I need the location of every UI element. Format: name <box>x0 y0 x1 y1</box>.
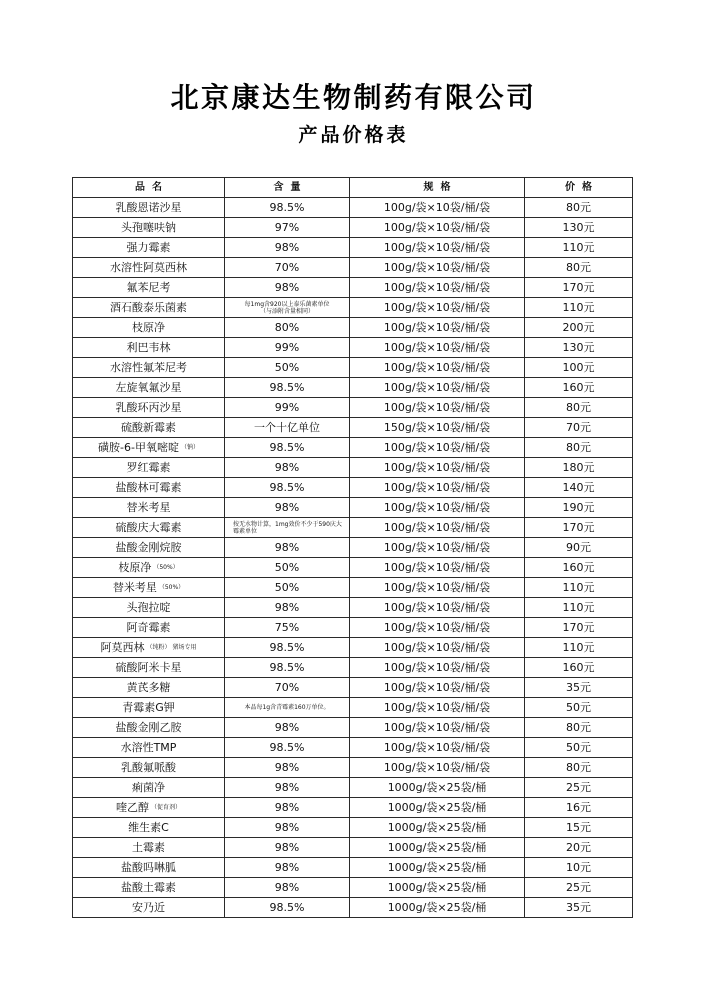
product-name: 氟苯尼考 <box>126 280 171 294</box>
product-name-cell <box>73 678 225 698</box>
product-name-cell <box>73 778 225 798</box>
price-cell: 110元 <box>525 578 633 598</box>
product-name: 硫酸庆大霉素 <box>115 520 182 534</box>
product-name-cell <box>73 858 225 878</box>
table-row <box>73 198 633 218</box>
specification-cell: 100g/袋×10袋/桶/袋 <box>350 378 525 398</box>
content-cell <box>225 338 350 358</box>
price-cell: 130元 <box>525 218 633 238</box>
table-row <box>73 758 633 778</box>
price-table-header <box>73 178 633 198</box>
price-cell: 170元 <box>525 518 633 538</box>
specification-cell: 100g/袋×10袋/桶/袋 <box>350 258 525 278</box>
product-name: 酒石酸泰乐菌素 <box>110 300 187 314</box>
table-row <box>73 778 633 798</box>
product-name: 盐酸林可霉素 <box>115 480 182 494</box>
specification-cell: 1000g/袋×25袋/桶 <box>350 858 525 878</box>
product-name-cell <box>73 498 225 518</box>
specification-cell: 150g/袋×10袋/桶/袋 <box>350 418 525 438</box>
header-content: 含量 <box>225 178 350 198</box>
product-name-cell <box>73 518 225 538</box>
content-value: 50% <box>274 580 300 594</box>
price-cell: 50元 <box>525 698 633 718</box>
table-row <box>73 478 633 498</box>
specification-cell: 100g/袋×10袋/桶/袋 <box>350 198 525 218</box>
product-name: 枝原净 <box>118 560 152 574</box>
content-cell <box>225 718 350 738</box>
product-name-cell <box>73 818 225 838</box>
price-cell: 80元 <box>525 398 633 418</box>
content-value: 98.5% <box>269 660 305 674</box>
price-cell: 10元 <box>525 858 633 878</box>
specification-cell: 100g/袋×10袋/桶/袋 <box>350 438 525 458</box>
content-cell <box>225 478 350 498</box>
specification-cell: 100g/袋×10袋/桶/袋 <box>350 318 525 338</box>
price-cell: 170元 <box>525 278 633 298</box>
product-name-cell <box>73 798 225 818</box>
product-name-cell <box>73 478 225 498</box>
content-note: 本品每1g含青霉素160万单位。 <box>244 704 330 711</box>
table-row <box>73 338 633 358</box>
specification-cell: 100g/袋×10袋/桶/袋 <box>350 358 525 378</box>
product-name-cell <box>73 258 225 278</box>
table-row <box>73 598 633 618</box>
table-row <box>73 638 633 658</box>
content-value: 98.5% <box>269 640 305 654</box>
header-row <box>73 178 633 198</box>
table-row <box>73 418 633 438</box>
product-name: 强力霉素 <box>126 240 171 254</box>
specification-cell: 1000g/袋×25袋/桶 <box>350 778 525 798</box>
content-cell <box>225 838 350 858</box>
product-name-note: （钠） <box>180 443 199 451</box>
product-name: 阿莫西林 <box>100 640 145 654</box>
table-row <box>73 518 633 538</box>
table-row <box>73 498 633 518</box>
specification-cell: 1000g/袋×25袋/桶 <box>350 838 525 858</box>
content-value: 98% <box>274 760 300 774</box>
content-cell <box>225 438 350 458</box>
specification-cell: 100g/袋×10袋/桶/袋 <box>350 638 525 658</box>
product-name-cell <box>73 718 225 738</box>
content-cell <box>225 758 350 778</box>
product-name: 黄芪多糖 <box>126 680 171 694</box>
content-value: 99% <box>274 400 300 414</box>
content-cell <box>225 538 350 558</box>
content-cell <box>225 278 350 298</box>
specification-cell: 100g/袋×10袋/桶/袋 <box>350 758 525 778</box>
header-product-name: 品名 <box>73 178 225 198</box>
content-value: 98% <box>274 720 300 734</box>
product-name: 土霉素 <box>132 840 165 854</box>
table-row <box>73 818 633 838</box>
content-cell <box>225 658 350 678</box>
content-value: 98% <box>274 500 300 514</box>
price-cell: 25元 <box>525 878 633 898</box>
product-name: 阿奇霉素 <box>126 620 171 634</box>
content-cell <box>225 638 350 658</box>
product-name-cell <box>73 198 225 218</box>
content-cell <box>225 458 350 478</box>
price-table-body <box>73 198 633 918</box>
specification-cell: 100g/袋×10袋/桶/袋 <box>350 558 525 578</box>
product-name-cell <box>73 338 225 358</box>
specification-cell: 100g/袋×10袋/桶/袋 <box>350 398 525 418</box>
content-value: 98% <box>274 460 300 474</box>
content-value: 98.5% <box>269 200 305 214</box>
price-cell: 80元 <box>525 438 633 458</box>
content-value: 70% <box>274 680 300 694</box>
product-name-cell <box>73 418 225 438</box>
specification-cell: 100g/袋×10袋/桶/袋 <box>350 658 525 678</box>
content-value: 98% <box>274 820 300 834</box>
content-cell <box>225 678 350 698</box>
price-cell: 90元 <box>525 538 633 558</box>
table-row <box>73 578 633 598</box>
product-name: 盐酸吗啉胍 <box>121 860 176 874</box>
content-value: 70% <box>274 260 300 274</box>
price-cell: 80元 <box>525 718 633 738</box>
specification-cell: 100g/袋×10袋/桶/袋 <box>350 458 525 478</box>
product-name: 盐酸金刚烷胺 <box>115 540 182 554</box>
content-value: 98% <box>274 540 300 554</box>
product-name-cell <box>73 318 225 338</box>
product-name-cell <box>73 618 225 638</box>
product-name-cell <box>73 638 225 658</box>
content-value: 80% <box>274 320 300 334</box>
product-name-cell <box>73 278 225 298</box>
price-cell: 80元 <box>525 258 633 278</box>
content-cell <box>225 598 350 618</box>
product-name-cell <box>73 898 225 918</box>
content-note: （与添附含量相同） <box>259 307 314 315</box>
product-name-note: （纯粉） <box>146 643 171 651</box>
price-list-subtitle: 产品价格表 <box>298 124 409 146</box>
header-price: 价格 <box>525 178 633 198</box>
price-cell: 160元 <box>525 558 633 578</box>
specification-cell: 1000g/袋×25袋/桶 <box>350 798 525 818</box>
content-note: 每1mg含920以上泰乐菌素单位 <box>244 300 330 308</box>
product-name-note: （50%） <box>158 583 185 591</box>
product-name-cell <box>73 598 225 618</box>
product-name: 头孢拉啶 <box>126 600 171 614</box>
content-value: 98% <box>274 800 300 814</box>
product-name-cell <box>73 398 225 418</box>
table-row <box>73 618 633 638</box>
content-value: 98% <box>274 600 300 614</box>
product-name: 硫酸新霉素 <box>121 420 176 434</box>
product-name: 罗红霉素 <box>126 460 171 474</box>
specification-cell: 100g/袋×10袋/桶/袋 <box>350 718 525 738</box>
specification-cell: 100g/袋×10袋/桶/袋 <box>350 218 525 238</box>
table-row <box>73 258 633 278</box>
table-row <box>73 458 633 478</box>
content-value: 98.5% <box>269 440 305 454</box>
specification-cell: 100g/袋×10袋/桶/袋 <box>350 538 525 558</box>
content-cell <box>225 618 350 638</box>
content-cell <box>225 418 350 438</box>
table-row <box>73 218 633 238</box>
content-cell <box>225 518 350 538</box>
product-name: 水溶性氟苯尼考 <box>110 360 187 374</box>
specification-cell: 100g/袋×10袋/桶/袋 <box>350 298 525 318</box>
table-row <box>73 438 633 458</box>
price-cell: 200元 <box>525 318 633 338</box>
price-cell: 70元 <box>525 418 633 438</box>
price-table <box>72 177 633 918</box>
product-name: 安乃近 <box>132 900 165 914</box>
content-cell <box>225 858 350 878</box>
specification-cell: 100g/袋×10袋/桶/袋 <box>350 478 525 498</box>
table-row <box>73 878 633 898</box>
content-value: 98.5% <box>269 900 305 914</box>
specification-cell: 100g/袋×10袋/桶/袋 <box>350 238 525 258</box>
price-cell: 20元 <box>525 838 633 858</box>
price-cell: 190元 <box>525 498 633 518</box>
product-name: 磺胺-6-甲氧嘧啶 <box>98 440 179 454</box>
price-cell: 100元 <box>525 358 633 378</box>
content-value: 98% <box>274 240 300 254</box>
content-cell <box>225 398 350 418</box>
product-name: 替米考星 <box>112 580 157 594</box>
product-name: 替米考星 <box>126 500 171 514</box>
product-name: 乳酸环丙沙星 <box>115 400 182 414</box>
price-cell: 160元 <box>525 658 633 678</box>
content-note: 按无水物计算，1mg效价不少于590庆大霉素单位 <box>233 520 342 535</box>
table-row <box>73 698 633 718</box>
price-cell: 35元 <box>525 898 633 918</box>
content-value: 98% <box>274 280 300 294</box>
product-name-cell <box>73 558 225 578</box>
specification-cell: 100g/袋×10袋/桶/袋 <box>350 518 525 538</box>
table-row <box>73 398 633 418</box>
product-name-cell <box>73 738 225 758</box>
table-row <box>73 358 633 378</box>
table-row <box>73 318 633 338</box>
product-name: 硫酸阿米卡星 <box>115 660 182 674</box>
product-name-cell <box>73 878 225 898</box>
content-value: 98.5% <box>269 740 305 754</box>
product-name: 喹乙醇 <box>115 800 149 814</box>
product-name-cell <box>73 658 225 678</box>
product-name-cell <box>73 238 225 258</box>
specification-cell: 100g/袋×10袋/桶/袋 <box>350 678 525 698</box>
product-name: 盐酸金刚乙胺 <box>115 720 182 734</box>
product-name-note: （促育剂） <box>150 803 181 811</box>
header-specification: 规格 <box>350 178 525 198</box>
content-value: 50% <box>274 360 300 374</box>
price-cell: 50元 <box>525 738 633 758</box>
product-name: 乳酸氟哌酸 <box>121 760 176 774</box>
price-cell: 80元 <box>525 758 633 778</box>
product-name-note: 猪场专用 <box>172 643 197 651</box>
content-value: 98% <box>274 780 300 794</box>
price-cell: 110元 <box>525 598 633 618</box>
content-cell <box>225 258 350 278</box>
table-row <box>73 838 633 858</box>
specification-cell: 100g/袋×10袋/桶/袋 <box>350 278 525 298</box>
specification-cell: 1000g/袋×25袋/桶 <box>350 818 525 838</box>
content-cell <box>225 578 350 598</box>
content-value: 98% <box>274 860 300 874</box>
content-cell <box>225 878 350 898</box>
content-value: 98% <box>274 840 300 854</box>
table-row <box>73 378 633 398</box>
content-cell <box>225 778 350 798</box>
product-name: 痢菌净 <box>132 780 165 794</box>
content-value: 99% <box>274 340 300 354</box>
specification-cell: 100g/袋×10袋/桶/袋 <box>350 578 525 598</box>
content-cell <box>225 818 350 838</box>
product-name-cell <box>73 458 225 478</box>
product-name-cell <box>73 758 225 778</box>
content-cell <box>225 558 350 578</box>
content-cell <box>225 298 350 318</box>
product-name-cell <box>73 538 225 558</box>
content-cell <box>225 798 350 818</box>
content-cell <box>225 378 350 398</box>
table-row <box>73 238 633 258</box>
product-name-cell <box>73 578 225 598</box>
price-cell: 180元 <box>525 458 633 478</box>
price-cell: 170元 <box>525 618 633 638</box>
specification-cell: 100g/袋×10袋/桶/袋 <box>350 618 525 638</box>
table-row <box>73 658 633 678</box>
specification-cell: 1000g/袋×25袋/桶 <box>350 878 525 898</box>
content-cell <box>225 498 350 518</box>
content-cell <box>225 318 350 338</box>
product-name: 盐酸土霉素 <box>121 880 176 894</box>
product-name-cell <box>73 378 225 398</box>
company-title: 北京康达生物制药有限公司 <box>170 81 537 114</box>
product-name-cell <box>73 438 225 458</box>
price-cell: 35元 <box>525 678 633 698</box>
product-name: 维生素C <box>128 820 169 834</box>
table-row <box>73 858 633 878</box>
content-value: 75% <box>274 620 300 634</box>
content-cell <box>225 898 350 918</box>
product-name-cell <box>73 838 225 858</box>
specification-cell: 100g/袋×10袋/桶/袋 <box>350 698 525 718</box>
product-name: 水溶性阿莫西林 <box>110 260 187 274</box>
price-cell: 160元 <box>525 378 633 398</box>
content-cell <box>225 198 350 218</box>
content-cell <box>225 358 350 378</box>
table-row <box>73 678 633 698</box>
table-row <box>73 278 633 298</box>
product-name: 头孢噻呋钠 <box>121 220 176 234</box>
product-name-note: （50%） <box>153 563 179 571</box>
table-row <box>73 718 633 738</box>
specification-cell: 1000g/袋×25袋/桶 <box>350 898 525 918</box>
content-cell <box>225 738 350 758</box>
price-cell: 15元 <box>525 818 633 838</box>
content-value: 98.5% <box>269 380 305 394</box>
product-name: 左旋氧氟沙星 <box>115 380 182 394</box>
content-cell <box>225 698 350 718</box>
table-row <box>73 738 633 758</box>
product-name-cell <box>73 698 225 718</box>
content-cell <box>225 218 350 238</box>
specification-cell: 100g/袋×10袋/桶/袋 <box>350 498 525 518</box>
price-cell: 25元 <box>525 778 633 798</box>
specification-cell: 100g/袋×10袋/桶/袋 <box>350 738 525 758</box>
price-cell: 130元 <box>525 338 633 358</box>
table-row <box>73 898 633 918</box>
content-value: 97% <box>274 220 300 234</box>
product-name: 利巴韦林 <box>126 340 171 354</box>
price-cell: 110元 <box>525 238 633 258</box>
table-row <box>73 558 633 578</box>
table-row <box>73 798 633 818</box>
price-cell: 80元 <box>525 198 633 218</box>
specification-cell: 100g/袋×10袋/桶/袋 <box>350 598 525 618</box>
price-cell: 110元 <box>525 298 633 318</box>
product-name: 枝原净 <box>132 320 165 334</box>
product-name: 青霉素G钾 <box>122 700 175 714</box>
content-value: 一个十亿单位 <box>254 420 320 434</box>
table-row <box>73 298 633 318</box>
price-cell: 16元 <box>525 798 633 818</box>
product-name-cell <box>73 358 225 378</box>
product-name: 乳酸恩诺沙星 <box>115 200 182 214</box>
product-name: 水溶性TMP <box>120 740 177 754</box>
product-name-cell <box>73 298 225 318</box>
product-name-cell <box>73 218 225 238</box>
content-value: 98% <box>274 880 300 894</box>
content-value: 50% <box>274 560 300 574</box>
price-cell: 110元 <box>525 638 633 658</box>
content-value: 98.5% <box>269 480 305 494</box>
price-cell: 140元 <box>525 478 633 498</box>
table-row <box>73 538 633 558</box>
specification-cell: 100g/袋×10袋/桶/袋 <box>350 338 525 358</box>
content-cell <box>225 238 350 258</box>
